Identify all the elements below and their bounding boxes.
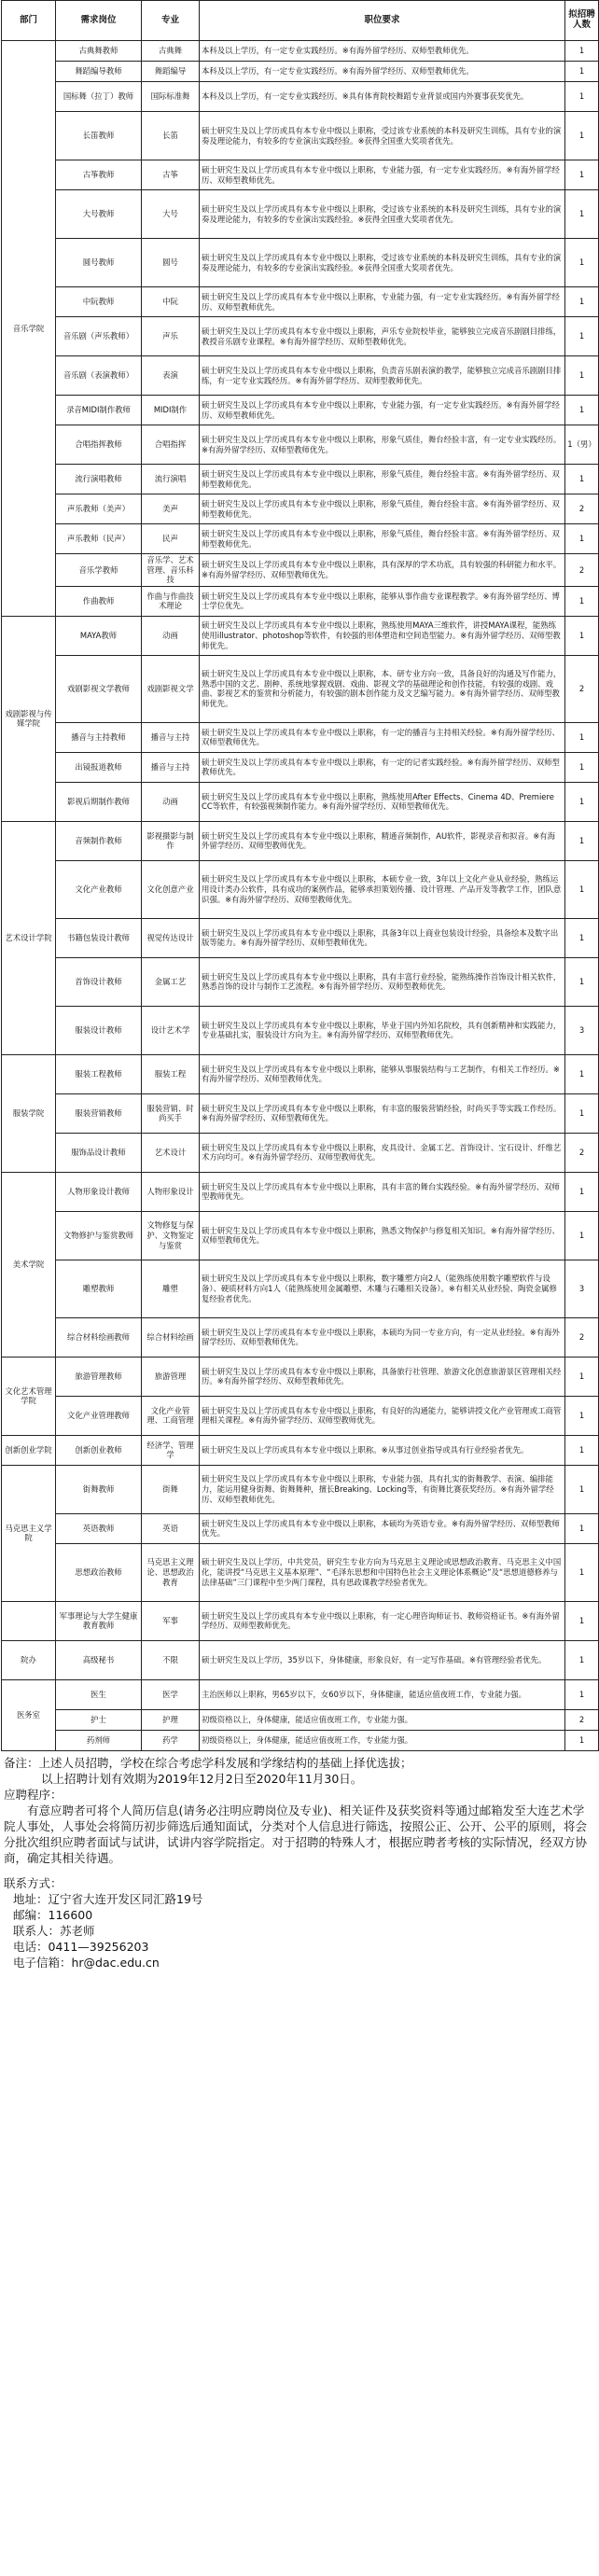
header-major: 专业 — [142, 1, 200, 41]
position-cell: 戏剧影视文学教师 — [56, 655, 142, 722]
contact-postcode: 邮编：116600 — [13, 1907, 93, 1922]
position-cell: MAYA教师 — [56, 616, 142, 655]
count-cell: 3 — [565, 1006, 599, 1054]
major-cell: 表演 — [142, 356, 200, 396]
table-row — [2, 752, 599, 782]
table-row — [2, 1260, 599, 1317]
table-row — [2, 356, 599, 396]
major-cell: 圆号 — [142, 239, 200, 287]
table-row — [2, 1513, 599, 1543]
requirements-cell: 硕士研究生及以上学历或具有本专业中级以上职称，数字雕塑方向2人（能熟练使用数字雕塑软件与设备）、硬质材料方向1人（能熟练使用金属雕塑、木雕与石雕相关设备）。※有相关从业经验、陶瓷金属修复经验者优先。 — [200, 1260, 565, 1317]
requirements-cell: 硕士研究生及以上学历或具有本专业中级以上职称，熟练使用After Effects、Cinema 4D、Premiere CC等软件，有较强视频制作能力。※有海外留学经历、双师型教师优先。 — [200, 782, 565, 821]
count-cell: 1 — [565, 160, 599, 190]
count-cell: 1 — [565, 112, 599, 160]
position-cell: 古典舞教师 — [56, 41, 142, 62]
requirements-cell: 硕士研究生及以上学历或具有本专业中级以上职称，本硕专业一致，3年以上文化产业从业经验，熟练运用设计类办公软件，具有成功的案例作品，能够承担策划传播、设计管理、产品开发等教学工作，团队意识强。※有海外留学经历、双师型教师优先。 — [200, 860, 565, 918]
major-cell: 大号 — [142, 190, 200, 239]
major-cell: 军事 — [142, 1601, 200, 1640]
position-cell: 影视后期制作教师 — [56, 782, 142, 821]
position-cell: 旅游管理教师 — [56, 1357, 142, 1396]
count-cell: 2 — [565, 1317, 599, 1357]
count-cell: 1 — [565, 1543, 599, 1601]
major-cell: 经济学、管理学 — [142, 1435, 200, 1465]
dept-cell: 马克思主义学院 — [2, 1465, 56, 1601]
table-row — [2, 1679, 599, 1709]
count-cell: 1 — [565, 752, 599, 782]
table-row — [2, 1601, 599, 1640]
position-cell: 文物修护与鉴赏教师 — [56, 1211, 142, 1260]
position-cell: 舞蹈编导教师 — [56, 62, 142, 82]
position-cell: 播音与主持教师 — [56, 722, 142, 752]
major-cell: 作曲与作曲技术理论 — [142, 586, 200, 616]
count-cell: 1 — [565, 41, 599, 62]
table-row — [2, 1054, 599, 1093]
count-cell: 1 — [565, 616, 599, 655]
table-row — [2, 586, 599, 616]
position-cell: 书籍包装设计教师 — [56, 918, 142, 957]
major-cell: 人物形象设计 — [142, 1172, 200, 1211]
contact-person: 联系人：苏老师 — [13, 1923, 95, 1938]
requirements-cell: 硕士研究生及以上学历或具有本专业中级以上职称，受过该专业系统的本科及研究生训练，具有专业的演奏及理论能力，有较多的专业演出实践经验。※获得全国重大奖项者优先。 — [200, 239, 565, 287]
table-row — [2, 524, 599, 554]
count-cell: 2 — [565, 494, 599, 524]
requirements-cell: 硕士研究生及以上学历或具有本专业中级以上职称，具有丰富的舞台实践经验。※有海外留学经历、双师型教师优先。 — [200, 1172, 565, 1211]
position-cell: 护士 — [56, 1709, 142, 1730]
major-cell: 艺术设计 — [142, 1133, 200, 1172]
major-cell: 流行演唱 — [142, 465, 200, 494]
position-cell: 出镜报道教师 — [56, 752, 142, 782]
requirements-cell: 硕士研究生及以上学历或具有本专业中级以上职称，专业能力强，有一定专业实践经历。※有海外留学经历、双师型教师优先。 — [200, 160, 565, 190]
position-cell: 街舞教师 — [56, 1465, 142, 1513]
requirements-cell: 硕士研究生及以上学历或具有本专业中级以上职称。※从事过创业指导或具有行业经验者优先。 — [200, 1435, 565, 1465]
position-cell: 声乐教师（美声） — [56, 494, 142, 524]
table-row — [2, 821, 599, 860]
count-cell: 1 — [565, 1640, 599, 1679]
major-cell: 戏剧影视文学 — [142, 655, 200, 722]
position-cell: 英语教师 — [56, 1513, 142, 1543]
requirements-cell: 硕士研究生及以上学历或具有本专业中级以上职称，具备旅行社管理、旅游文化创意旅游景区管理相关经历。※有海外留学经历、双师型教师优先。 — [200, 1357, 565, 1396]
table-row — [2, 616, 599, 655]
dept-cell: 美术学院 — [2, 1172, 56, 1357]
count-cell: 1 — [565, 1093, 599, 1133]
major-cell: 金属工艺 — [142, 957, 200, 1006]
requirements-cell: 本科及以上学历，有一定专业实践经历。※具有体育院校舞蹈专业背景或国内外赛事获奖优先。 — [200, 82, 565, 112]
table-row — [2, 1435, 599, 1465]
table-row — [2, 239, 599, 287]
count-cell: 1 — [565, 524, 599, 554]
requirements-cell: 本科及以上学历，有一定专业实践经历。※有海外留学经历、双师型教师优先。 — [200, 62, 565, 82]
count-cell: 1 — [565, 1172, 599, 1211]
major-cell: 古筝 — [142, 160, 200, 190]
table-row — [2, 425, 599, 465]
requirements-cell: 硕士研究生及以上学历或具有本专业中级以上职称，具有丰富行业经验，能熟练操作首饰设计相关软件，熟悉首饰的设计与制作工艺流程。※有海外留学经历、双师型教师优先。 — [200, 957, 565, 1006]
count-cell: 2 — [565, 554, 599, 587]
requirements-cell: 初级资格以上，身体健康，能适应值夜班工作，专业能力强。 — [200, 1709, 565, 1730]
requirements-cell: 硕士研究生及以上学历或具有本专业中级以上职称，毕业于国内外知名院校，具有创新精神和实践能力，专业基础扎实，服装设计方向为主。※有海外留学经历、双师型教师优先。 — [200, 1006, 565, 1054]
contact-title: 联系方式： — [4, 1875, 63, 1890]
requirements-cell: 初级资格以上，身体健康，能适应值夜班工作，专业能力强。 — [200, 1730, 565, 1750]
count-cell: 1 — [565, 1211, 599, 1260]
count-cell: 1 — [565, 317, 599, 356]
major-cell: 英语 — [142, 1513, 200, 1543]
table-row — [2, 1172, 599, 1211]
requirements-cell: 硕士研究生及以上学历或具有本专业中级以上职称，熟练使用MAYA三维软件，讲授MAYA课程，能熟练使用illustrator、photoshop等软件，有较强的形体塑造和空间造型能力。※有海外留学经历、双师型教师优先。 — [200, 616, 565, 655]
requirements-cell: 硕士研究生及以上学历或具有本专业中级以上职称，形象气质佳，舞台经验丰富。※有海外留学经历、双师型教师优先。 — [200, 494, 565, 524]
table-row — [2, 190, 599, 239]
dept-cell: 服装学院 — [2, 1054, 56, 1172]
table-row — [2, 1357, 599, 1396]
position-cell: 综合材料绘画教师 — [56, 1317, 142, 1357]
contact-section — [0, 1866, 599, 1970]
table-row — [2, 62, 599, 82]
contact-address: 地址：辽宁省大连开发区同汇路19号 — [13, 1891, 203, 1906]
requirements-cell: 硕士研究生及以上学历或具有本专业中级以上职称，专业能力强，有一定专业实践经历。※有海外留学经历、双师型教师优先。 — [200, 396, 565, 425]
major-cell: 服装营销、时尚买手 — [142, 1093, 200, 1133]
requirements-cell: 主治医师以上职称，男65岁以下，女60岁以下，身体健康，能适应值夜班工作，专业能力强。 — [200, 1679, 565, 1709]
table-row — [2, 1211, 599, 1260]
count-cell: 1 — [565, 1679, 599, 1709]
count-cell: 1 — [565, 957, 599, 1006]
requirements-cell: 硕士研究生及以上学历，中共党员，研究生专业方向为马克思主义理论或思想政治教育、马克思主义中国化，能讲授“马克思主义基本原理”、“毛泽东思想和中国特色社会主义理论体系概论”及“思想道德修养与法律基础”三门课程中至少两门课程，具有思政课教学经验者优先。 — [200, 1543, 565, 1601]
requirements-cell: 硕士研究生及以上学历或具有本专业中级以上职称，能够从事作曲专业课程教学。※有海外留学经历、博士学位优先。 — [200, 586, 565, 616]
requirements-cell: 硕士研究生及以上学历或具有本专业中级以上职称，专业能力强，有一定专业实践经历。※有海外留学经历、双师型教师优先。 — [200, 287, 565, 317]
requirements-cell: 硕士研究生及以上学历或具有本专业中级以上职称，本、研专业方向一致，具备良好的沟通及写作能力，熟悉中国的文艺、剧种、系统地掌握戏剧、戏曲、影视文学的基础理论和创作技能，有较强的戏剧、戏曲、影视艺术的鉴赏和分析能力，有较强的剧本创作能力及文艺编写能力。※有海外留学经历、双师型教师优先。 — [200, 655, 565, 722]
table-row — [2, 957, 599, 1006]
count-cell: 1 — [565, 190, 599, 239]
position-cell: 音乐剧（声乐教师） — [56, 317, 142, 356]
table-row — [2, 41, 599, 62]
table-row — [2, 554, 599, 587]
requirements-cell: 本科及以上学历，有一定专业实践经历。※有海外留学经历、双师型教师优先。 — [200, 41, 565, 62]
position-cell: 高级秘书 — [56, 1640, 142, 1679]
table-row — [2, 112, 599, 160]
table-row — [2, 918, 599, 957]
count-cell: 1 — [565, 62, 599, 82]
major-cell: 动画 — [142, 782, 200, 821]
dept-cell: 文化艺术管理学院 — [2, 1357, 56, 1435]
position-cell: 文化产业教师 — [56, 860, 142, 918]
header-count: 拟招聘人数 — [565, 1, 599, 41]
position-cell: 思想政治教师 — [56, 1543, 142, 1601]
header-requirements: 职位要求 — [200, 1, 565, 41]
requirements-cell: 硕士研究生及以上学历或具有本专业中级以上职称，有丰富的服装营销经验，时尚买手等实践工作经历。※有海外留学经历、双师型教师优先。 — [200, 1093, 565, 1133]
major-cell: 国际标准舞 — [142, 82, 200, 112]
requirements-cell: 硕士研究生及以上学历或具有本专业中级以上职称，具备3年以上商业包装设计经验，具备绘本及数字出版等能力。※有海外留学经历、双师型教师优先。 — [200, 918, 565, 957]
table-body — [2, 41, 599, 1751]
count-cell: 1 — [565, 918, 599, 957]
requirements-cell: 硕士研究生及以上学历或具有本专业中级以上职称，受过该专业系统的本科及研究生训练，具有专业的演奏及理论能力，有较多的专业演出实践经验。※获得全国重大奖项者优先。 — [200, 112, 565, 160]
position-cell: 流行演唱教师 — [56, 465, 142, 494]
requirements-cell: 硕士研究生及以上学历或具有本专业中级以上职称，能够从事服装结构与工艺制作，有相关工作经历。※有海外留学经历、双师型教师优先。 — [200, 1054, 565, 1093]
requirements-cell: 硕士研究生及以上学历或具有本专业中级以上职称，有良好的沟通能力，能够讲授文化产业管理或工商管理相关课程。※有海外留学经历、双师型教师优先。 — [200, 1396, 565, 1435]
count-cell: 1 — [565, 82, 599, 112]
table-row — [2, 1543, 599, 1601]
table-row — [2, 82, 599, 112]
count-cell: 1 — [565, 782, 599, 821]
count-cell: 1 — [565, 239, 599, 287]
count-cell: 1 — [565, 722, 599, 752]
table-header-row — [2, 1, 599, 41]
major-cell: 长笛 — [142, 112, 200, 160]
requirements-cell: 硕士研究生及以上学历或具有本专业中级以上职称，有一定的播音与主持相关经验。※有海外留学经历、双师型教师优先。 — [200, 722, 565, 752]
table-row — [2, 494, 599, 524]
count-cell: 1 — [565, 1513, 599, 1543]
count-cell: 1 — [565, 396, 599, 425]
major-cell: MIDI制作 — [142, 396, 200, 425]
major-cell: 舞蹈编导 — [142, 62, 200, 82]
table-row — [2, 287, 599, 317]
major-cell: 中阮 — [142, 287, 200, 317]
position-cell: 中阮教师 — [56, 287, 142, 317]
table-row — [2, 1640, 599, 1679]
position-cell: 圆号教师 — [56, 239, 142, 287]
procedure-title: 应聘程序： — [4, 1787, 63, 1802]
major-cell: 旅游管理 — [142, 1357, 200, 1396]
major-cell: 护理 — [142, 1709, 200, 1730]
notes-section — [0, 1751, 599, 1866]
requirements-cell: 硕士研究生及以上学历或具有本专业中级以上职称，熟悉文物保护与修复相关知识。※有海外留学经历、双师型教师优先。 — [200, 1211, 565, 1260]
major-cell: 设计艺术学 — [142, 1006, 200, 1054]
major-cell: 综合材料绘画 — [142, 1317, 200, 1357]
dept-cell: 戏剧影视与传媒学院 — [2, 616, 56, 821]
count-cell: 1 — [565, 1435, 599, 1465]
table-row — [2, 1006, 599, 1054]
position-cell: 药剂师 — [56, 1730, 142, 1750]
count-cell: 2 — [565, 1133, 599, 1172]
table-row — [2, 860, 599, 918]
major-cell: 药学 — [142, 1730, 200, 1750]
count-cell: 2 — [565, 655, 599, 722]
major-cell: 不限 — [142, 1640, 200, 1679]
position-cell: 服装设计教师 — [56, 1006, 142, 1054]
header-dept: 部门 — [2, 1, 56, 41]
table-row — [2, 1396, 599, 1435]
count-cell: 1 — [565, 586, 599, 616]
major-cell: 美声 — [142, 494, 200, 524]
count-cell: 1 — [565, 1465, 599, 1513]
major-cell: 古典舞 — [142, 41, 200, 62]
requirements-cell: 硕士研究生及以上学历或具有本专业中级以上职称，本硕均为英语专业。※有海外留学经历、双师型教师优先。 — [200, 1513, 565, 1543]
requirements-cell: 硕士研究生及以上学历或具有本专业中级以上职称，声乐专业院校毕业，能够独立完成音乐剧剧目排练，教授音乐剧专业课程。※有海外留学经历、双师型教师优先。 — [200, 317, 565, 356]
major-cell: 合唱指挥 — [142, 425, 200, 465]
dept-cell — [2, 1601, 56, 1640]
count-cell: 1 — [565, 1601, 599, 1640]
requirements-cell: 硕士研究生及以上学历或具有本专业中级以上职称，负责音乐剧表演的教学，能够独立完成音乐剧剧目排练，有一定专业实践经历。※有海外留学经历、双师型教师优先。 — [200, 356, 565, 396]
count-cell: 1 — [565, 465, 599, 494]
requirements-cell: 硕士研究生及以上学历或具有本专业中级以上职称，有一定的记者实践经验。※有海外留学经历、双师型教师优先。 — [200, 752, 565, 782]
major-cell: 动画 — [142, 616, 200, 655]
position-cell: 音乐剧（表演教师） — [56, 356, 142, 396]
major-cell: 医学 — [142, 1679, 200, 1709]
requirements-cell: 硕士研究生及以上学历或具有本专业中级以上职称，形象气质佳，舞台经验丰富。※有海外留学经历、双师型教师优先。 — [200, 524, 565, 554]
table-row — [2, 782, 599, 821]
table-row — [2, 1133, 599, 1172]
requirements-cell: 硕士研究生及以上学历或具有本专业中级以上职称，皮具设计、金属工艺、首饰设计、宝石设计、纤维艺术方向均可。※有海外留学经历、双师型教师优先。 — [200, 1133, 565, 1172]
count-cell: 3 — [565, 1260, 599, 1317]
dept-cell: 创新创业学院 — [2, 1435, 56, 1465]
major-cell: 文物修复与保护、文物鉴定与鉴赏 — [142, 1211, 200, 1260]
requirements-cell: 硕士研究生及以上学历或具有本专业中级以上职称，专业能力强，具有扎实的街舞教学、表演、编排能力，能运用健身街舞、街舞舞种，擅长Breaking、Locking等，有街舞比赛获奖经历。※有海外留学经历、双师型教师优先。 — [200, 1465, 565, 1513]
table-row — [2, 1465, 599, 1513]
table-row — [2, 1730, 599, 1750]
major-cell: 马克思主义理论、思想政治教育 — [142, 1543, 200, 1601]
position-cell: 文化产业管理教师 — [56, 1396, 142, 1435]
position-cell: 医生 — [56, 1679, 142, 1709]
position-cell: 作曲教师 — [56, 586, 142, 616]
major-cell: 声乐 — [142, 317, 200, 356]
requirements-cell: 硕士研究生及以上学历或具有本专业中级以上职称，受过该专业系统的本科及研究生训练，具有专业的演奏及理论能力，有较多的专业演出实践经验。※获得全国重大奖项者优先。 — [200, 190, 565, 239]
table-row — [2, 160, 599, 190]
position-cell: 创新创业教师 — [56, 1435, 142, 1465]
count-cell: 1 — [565, 1396, 599, 1435]
table-row — [2, 1709, 599, 1730]
position-cell: 音频制作教师 — [56, 821, 142, 860]
requirements-cell: 硕士研究生及以上学历或具有本专业中级以上职称，具有深厚的学术功底，具有较强的科研能力和水平。※有海外留学经历、双师型教师优先。 — [200, 554, 565, 587]
dept-cell: 医务室 — [2, 1679, 56, 1750]
recruitment-table — [1, 0, 599, 1751]
major-cell: 音乐学、艺术管理、音乐科技 — [142, 554, 200, 587]
table-row — [2, 655, 599, 722]
dept-cell: 艺术设计学院 — [2, 821, 56, 1054]
table-row — [2, 722, 599, 752]
remark-line-2: 以上招聘计划有效期为2019年12月2日至2020年11月30日。 — [41, 1771, 363, 1786]
requirements-cell: 硕士研究生及以上学历或具有本专业中级以上职称，形象气质佳，舞台经验丰富。※有海外留学经历、双师型教师优先。 — [200, 465, 565, 494]
major-cell: 服装工程 — [142, 1054, 200, 1093]
requirements-cell: 硕士研究生及以上学历，35岁以下，身体健康，形象良好，有一定写作基础。※有管理经验者优先。 — [200, 1640, 565, 1679]
major-cell: 文化创意产业 — [142, 860, 200, 918]
position-cell: 大号教师 — [56, 190, 142, 239]
position-cell: 录音MIDI制作教师 — [56, 396, 142, 425]
remark-line-1: 备注：上述人员招聘，学校在综合考虑学科发展和学缘结构的基础上择优选拔； — [4, 1755, 412, 1770]
count-cell: 1 — [565, 356, 599, 396]
position-cell: 首饰设计教师 — [56, 957, 142, 1006]
requirements-cell: 硕士研究生及以上学历或具有本专业中级以上职称，本硕均为同一专业方向，有一定从业经验。※有海外留学经历、双师型教师优先。 — [200, 1317, 565, 1357]
count-cell: 1 — [565, 860, 599, 918]
position-cell: 服装工程教师 — [56, 1054, 142, 1093]
position-cell: 人物形象设计教师 — [56, 1172, 142, 1211]
count-cell: 1（男） — [565, 425, 599, 465]
position-cell: 音乐学教师 — [56, 554, 142, 587]
count-cell: 1 — [565, 1054, 599, 1093]
count-cell: 1 — [565, 1357, 599, 1396]
major-cell: 播音与主持 — [142, 752, 200, 782]
position-cell: 服装营销教师 — [56, 1093, 142, 1133]
position-cell: 长笛教师 — [56, 112, 142, 160]
major-cell: 影视摄影与制作 — [142, 821, 200, 860]
dept-cell: 院办 — [2, 1640, 56, 1679]
contact-email[interactable]: 电子信箱：hr@dac.edu.cn — [13, 1955, 160, 1970]
position-cell: 国标舞（拉丁）教师 — [56, 82, 142, 112]
position-cell: 古筝教师 — [56, 160, 142, 190]
table-row — [2, 1093, 599, 1133]
count-cell: 1 — [565, 821, 599, 860]
table-row — [2, 465, 599, 494]
count-cell: 1 — [565, 1730, 599, 1750]
major-cell: 播音与主持 — [142, 722, 200, 752]
major-cell: 视觉传达设计 — [142, 918, 200, 957]
major-cell: 街舞 — [142, 1465, 200, 1513]
position-cell: 军事理论与大学生健康教育教师 — [56, 1601, 142, 1640]
major-cell: 民声 — [142, 524, 200, 554]
table-row — [2, 396, 599, 425]
position-cell: 服饰品设计教师 — [56, 1133, 142, 1172]
requirements-cell: 硕士研究生及以上学历或具有本专业中级以上职称，精通音频制作，AU软件，影视录音和拟音。※有海外留学经历、双师型教师优先。 — [200, 821, 565, 860]
requirements-cell: 硕士研究生及以上学历或具有本专业中级以上职称，形象气质佳，舞台经验丰富，有一定专业实践经历。※有海外留学经历、双师型教师优先。 — [200, 425, 565, 465]
dept-cell: 音乐学院 — [2, 41, 56, 617]
count-cell: 1 — [565, 287, 599, 317]
table-row — [2, 1317, 599, 1357]
position-cell: 声乐教师（民声） — [56, 524, 142, 554]
requirements-cell: 硕士研究生及以上学历或具有本专业中级以上职称，有一定心理咨询师证书、教师资格证书。※有海外留学经历、双师型教师优先。 — [200, 1601, 565, 1640]
major-cell: 雕塑 — [142, 1260, 200, 1317]
table-row — [2, 317, 599, 356]
contact-phone: 电话：0411—39256203 — [13, 1939, 149, 1954]
position-cell: 雕塑教师 — [56, 1260, 142, 1317]
procedure-body: 有意应聘者可将个人简历信息(请务必注明应聘岗位及专业)、相关证件及获奖资料等通过邮箱发至大连艺术学院人事处，人事处会将简历初步筛选后通知面试，分类对个人信息进行筛选，按照公正、公开、公平的原则，将会分批次组织应聘者面试与试讲，试讲内容学院指定。对于招聘的特殊人才，根据应聘者考核的实际情况，经双方协商，确定其相关待遇。 — [4, 1803, 588, 1865]
major-cell: 文化产业管理、工商管理 — [142, 1396, 200, 1435]
position-cell: 合唱指挥教师 — [56, 425, 142, 465]
count-cell: 2 — [565, 1709, 599, 1730]
header-position: 需求岗位 — [56, 1, 142, 41]
